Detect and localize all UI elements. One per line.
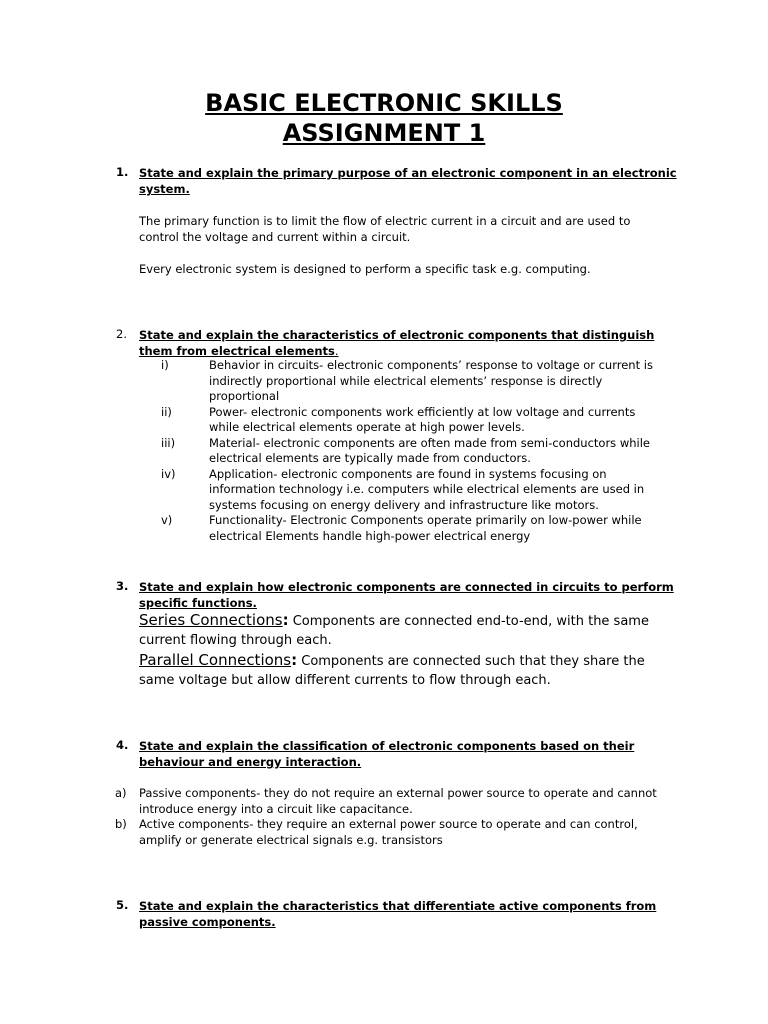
question-2-question: State and explain the characteristics of electronic components that distinguish them from electrical elements bbox=[139, 328, 655, 358]
question-5-text: State and explain the characteristics that differentiate active components from passive components. bbox=[139, 899, 657, 929]
list-item-text: Passive components- they do not require an external power source to operate and cannot introduce energy into a circuit like capacitance. bbox=[139, 786, 657, 816]
parallel-connections-paragraph bbox=[139, 651, 669, 690]
question-2-text bbox=[139, 327, 684, 359]
series-connections-text: Components are connected end-to-end, with the same current flowing through each. bbox=[139, 614, 649, 648]
list-item-text: Behavior in circuits- electronic components’ response to voltage or current is indirectly proportional while electrical elements’ response is directly proportional bbox=[209, 358, 653, 403]
question-4-number: 4. bbox=[116, 738, 129, 752]
list-item-text: Functionality- Electronic Components operate primarily on low-power while electrical Elements handle high-power electrical energy bbox=[209, 513, 642, 543]
question-5-number: 5. bbox=[116, 898, 129, 912]
list-item bbox=[139, 436, 679, 467]
list-item-text: Active components- they require an external power source to operate and can control, amplify or generate electrical signals e.g. transistors bbox=[139, 817, 638, 847]
question-4-classification-list bbox=[115, 786, 675, 848]
list-item-number: iv) bbox=[161, 466, 176, 481]
question-1-number: 1. bbox=[116, 165, 129, 179]
question-2-characteristics-list bbox=[139, 358, 679, 544]
parallel-connections-text: Components are connected such that they share the same voltage but allow different currents to flow through each. bbox=[139, 654, 645, 688]
list-item bbox=[139, 358, 679, 405]
list-item-number: iii) bbox=[161, 435, 176, 450]
list-item bbox=[115, 786, 675, 817]
list-item bbox=[115, 817, 675, 848]
question-1-answer-paragraph-1: The primary function is to limit the flow of electric current in a circuit and are used to control the voltage and current within a circuit. bbox=[139, 214, 631, 244]
list-item-text: Application- electronic components are found in systems focusing on information technology i.e. computers while electrical elements are used in systems focusing on energy delivery and infrastructure like motors. bbox=[209, 466, 645, 512]
question-3-number: 3. bbox=[116, 579, 129, 593]
question-3-text: State and explain how electronic components are connected in circuits to perform specific functions. bbox=[139, 580, 674, 610]
list-item-number: v) bbox=[161, 513, 173, 527]
question-1-answer-paragraph-2: Every electronic system is designed to perform a specific task e.g. computing. bbox=[139, 262, 591, 276]
document-subtitle: ASSIGNMENT 1 bbox=[282, 119, 486, 147]
list-item-text: Power- electronic components work efficiently at low voltage and currents while electrical elements operate at high power levels. bbox=[209, 404, 636, 434]
question-4-text: State and explain the classification of electronic components based on their behaviour and energy interaction. bbox=[139, 739, 635, 769]
list-item-number: i) bbox=[161, 358, 169, 372]
series-connections-paragraph bbox=[139, 611, 669, 650]
list-item-number: a) bbox=[115, 786, 127, 800]
list-item-text: Material- electronic components are often made from semi-conductors while electrical elements are typically made from conductors. bbox=[209, 435, 650, 465]
list-item-number: b) bbox=[115, 817, 127, 831]
question-1-text: State and explain the primary purpose of an electronic component in an electronic system. bbox=[139, 166, 677, 196]
list-item-number: ii) bbox=[161, 404, 172, 419]
question-2-trail: . bbox=[334, 344, 339, 358]
list-item bbox=[139, 513, 679, 544]
series-connections-label: Series Connections bbox=[139, 611, 283, 629]
question-2-number: 2. bbox=[116, 327, 127, 341]
parallel-connections-label: Parallel Connections bbox=[139, 651, 292, 669]
parallel-colon: : bbox=[291, 651, 298, 669]
list-item bbox=[139, 405, 679, 436]
list-item bbox=[139, 467, 679, 514]
document-title: BASIC ELECTRONIC SKILLS bbox=[205, 89, 563, 117]
series-colon: : bbox=[282, 611, 289, 629]
